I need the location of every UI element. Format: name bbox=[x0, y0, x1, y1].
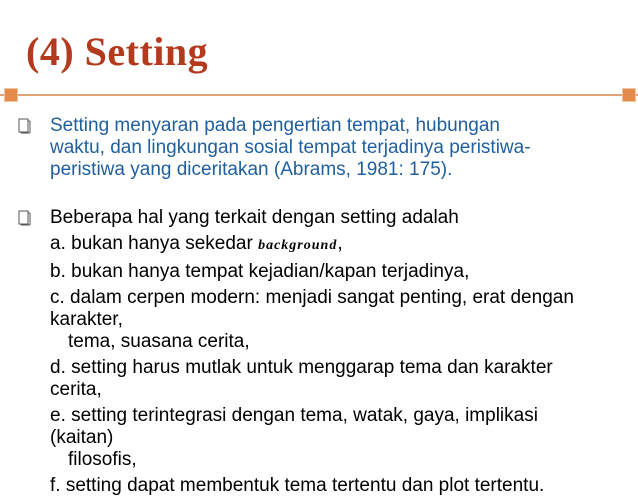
list-item-a bbox=[50, 233, 610, 257]
list-item-d: d. setting harus mutlak untuk menggarap tema dan karakter bbox=[50, 357, 553, 378]
divider-square bbox=[622, 88, 636, 102]
text-segment: , bbox=[337, 233, 343, 254]
text-line: peristiwa yang diceritakan (Abrams, 1981: 175). bbox=[50, 159, 453, 180]
text-line: filosofis, bbox=[68, 449, 137, 470]
list-item-f: f. setting dapat membentuk tema tertentu dan plot tertentu. bbox=[50, 475, 545, 496]
bullet-paragraph-1 bbox=[50, 115, 610, 181]
text-line: tema, suasana cerita, bbox=[68, 331, 250, 352]
text-line: (kaitan) bbox=[50, 427, 114, 448]
emphasized-word: background bbox=[258, 238, 338, 253]
text-line: cerita, bbox=[50, 379, 102, 400]
divider-line bbox=[0, 94, 638, 96]
text-line: Beberapa hal yang terkait dengan setting adalah bbox=[50, 207, 459, 228]
text-line: waktu, dan lingkungan sosial tempat terjadinya peristiwa- bbox=[50, 137, 531, 158]
list-item-c: c. dalam cerpen modern: menjadi sangat penting, erat dengan bbox=[50, 287, 574, 308]
bullet-paragraph-2 bbox=[50, 207, 610, 497]
title-divider bbox=[0, 88, 638, 102]
slide-title: (4) Setting bbox=[26, 29, 209, 74]
list-item-e: e. setting terintegrasi dengan tema, watak, gaya, implikasi bbox=[50, 405, 538, 426]
text-line: Setting menyaran pada pengertian tempat, hubungan bbox=[50, 115, 500, 136]
text-line: karakter, bbox=[50, 309, 123, 330]
text-segment: a. bukan hanya sekedar bbox=[50, 233, 259, 254]
bullet-box-icon bbox=[18, 118, 32, 134]
divider-square bbox=[4, 88, 18, 102]
bullet-box-icon bbox=[18, 210, 32, 226]
list-item-b: b. bukan hanya tempat kejadian/kapan terjadinya, bbox=[50, 261, 470, 282]
